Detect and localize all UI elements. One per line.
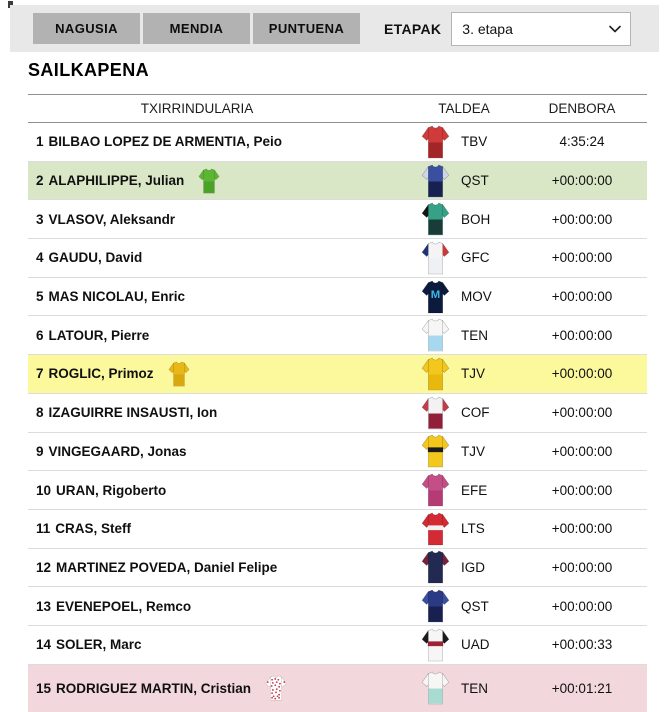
team-jersey-graphic (421, 125, 450, 159)
rider-name: VINGEGAARD, Jonas (48, 443, 187, 459)
team-jersey-graphic (421, 550, 450, 584)
team-jersey-graphic (421, 671, 450, 705)
team-code: BOH (461, 211, 491, 227)
yellow-jersey-icon-graphic (168, 361, 190, 387)
rider-cell (28, 405, 411, 420)
team-code: TEN (461, 680, 488, 696)
rider-name: EVENEPOEL, Remco (56, 598, 192, 614)
rider-cell (28, 289, 411, 304)
table-row (28, 200, 647, 239)
rank: 3 (36, 211, 44, 227)
column-header-rider: TXIRRINDULARIA (140, 101, 254, 116)
table-row (28, 587, 647, 626)
time-value: +00:00:00 (551, 327, 613, 343)
rank: 5 (36, 289, 44, 305)
rider-name: VLASOV, Aleksandr (48, 211, 176, 227)
time-value: +00:00:00 (551, 559, 613, 575)
rider-name: LATOUR, Pierre (48, 327, 150, 343)
team-jersey-graphic (421, 164, 450, 198)
polka-dot-jersey-icon-graphic (265, 675, 287, 701)
table-row (28, 239, 647, 278)
team-code: QST (461, 173, 489, 189)
time-value: +00:00:00 (551, 482, 613, 498)
rank: 2 (36, 173, 44, 189)
team-jersey-icon (411, 473, 459, 507)
rider-name: SOLER, Marc (56, 637, 142, 653)
table-row (28, 394, 647, 433)
team-jersey-icon (411, 164, 459, 198)
table-row (28, 665, 647, 712)
table-row (28, 510, 647, 549)
team-code: TBV (461, 134, 488, 150)
team-jersey-icon (411, 550, 459, 584)
team-jersey-icon (411, 280, 459, 314)
green-jersey-icon (198, 168, 220, 194)
rider-cell (28, 599, 411, 614)
table-row (28, 316, 647, 355)
rider-name: RODRIGUEZ MARTIN, Cristian (56, 680, 252, 696)
rider-name: URAN, Rigoberto (56, 482, 167, 498)
rider-cell (28, 444, 411, 459)
rank: 4 (36, 250, 44, 266)
table-row (28, 162, 647, 201)
rider-name: ROGLIC, Primoz (48, 366, 154, 382)
team-code: IGD (461, 559, 486, 575)
etapak-label: ETAPAK (384, 20, 442, 37)
team-jersey-icon (411, 396, 459, 430)
team-jersey-graphic (421, 241, 450, 275)
rider-cell (28, 328, 411, 343)
rank: 7 (36, 366, 44, 382)
team-jersey-graphic (421, 357, 450, 391)
table-row (28, 549, 647, 588)
table-body (28, 123, 647, 712)
team-jersey-graphic (421, 512, 450, 546)
rank: 11 (36, 521, 51, 537)
team-jersey-icon (411, 318, 459, 352)
team-code: LTS (461, 521, 485, 537)
ranking-table (28, 94, 647, 712)
team-jersey-icon (411, 434, 459, 468)
team-code: COF (461, 405, 490, 421)
table-header-row (28, 94, 647, 123)
time-value: +00:00:00 (551, 366, 613, 382)
team-jersey-icon (411, 202, 459, 236)
table-row (28, 471, 647, 510)
stage-select[interactable] (451, 12, 631, 46)
svg-text:M: M (430, 288, 440, 301)
team-jersey-graphic (421, 202, 450, 236)
time-value: +00:00:00 (551, 521, 613, 537)
team-jersey-icon (411, 512, 459, 546)
team-jersey-icon (411, 589, 459, 623)
team-code: MOV (461, 289, 492, 305)
time-value: +00:01:21 (551, 680, 613, 696)
team-jersey-graphic (421, 434, 450, 468)
time-value: +00:00:00 (551, 443, 613, 459)
tab-mendia[interactable]: MENDIA (143, 13, 250, 44)
time-value: +00:00:33 (551, 637, 613, 653)
time-value: +00:00:00 (551, 173, 613, 189)
team-jersey-icon (411, 125, 459, 159)
green-jersey-icon-graphic (198, 168, 220, 194)
time-value: +00:00:00 (551, 211, 613, 227)
rider-cell (28, 637, 411, 652)
table-row (28, 278, 647, 317)
rider-cell (28, 168, 411, 194)
rank: 15 (36, 680, 52, 696)
polka-dot-jersey-icon (265, 675, 287, 701)
team-code: QST (461, 598, 489, 614)
table-row (28, 433, 647, 472)
rider-cell (28, 483, 411, 498)
rider-name: CRAS, Steff (55, 521, 132, 537)
rider-cell (28, 250, 411, 265)
rank: 10 (36, 482, 52, 498)
team-code: GFC (461, 250, 490, 266)
time-value: 4:35:24 (559, 134, 605, 150)
rider-name: ALAPHILIPPE, Julian (48, 173, 185, 189)
team-jersey-icon (411, 241, 459, 275)
tab-nagusia[interactable]: NAGUSIA (33, 13, 140, 44)
rider-name: IZAGUIRRE INSAUSTI, Ion (48, 405, 218, 421)
team-jersey-graphic (421, 628, 450, 662)
rank: 1 (36, 134, 44, 150)
tab-puntuena[interactable]: PUNTUENA (253, 13, 360, 44)
rider-name: MAS NICOLAU, Enric (48, 289, 186, 305)
team-jersey-graphic (421, 318, 450, 352)
team-jersey-icon (411, 628, 459, 662)
time-value: +00:00:00 (551, 250, 613, 266)
rank: 14 (36, 637, 52, 653)
column-header-time: DENBORA (548, 101, 616, 116)
team-code: TJV (461, 366, 486, 382)
team-code: TEN (461, 327, 488, 343)
time-value: +00:00:00 (551, 405, 613, 421)
team-jersey-icon (411, 357, 459, 391)
rider-name: GAUDU, David (48, 250, 143, 266)
team-jersey-graphic (421, 473, 450, 507)
column-header-team: TALDEA (438, 101, 490, 116)
table-row (28, 355, 647, 394)
yellow-jersey-icon (168, 361, 190, 387)
rank: 12 (36, 559, 52, 575)
rank: 6 (36, 327, 44, 343)
stage-select-wrap (451, 12, 631, 46)
team-jersey-graphic (421, 589, 450, 623)
table-row (28, 626, 647, 665)
team-jersey-icon (411, 671, 459, 705)
rank: 13 (36, 598, 52, 614)
team-jersey-graphic (421, 396, 450, 430)
rider-cell (28, 212, 411, 227)
rider-cell (28, 134, 411, 149)
rider-name: MARTINEZ POVEDA, Daniel Felipe (56, 559, 278, 575)
table-row (28, 123, 647, 162)
toolbar (10, 5, 659, 52)
team-code: TJV (461, 443, 486, 459)
time-value: +00:00:00 (551, 598, 613, 614)
team-jersey-graphic (421, 280, 450, 314)
team-code: UAD (461, 637, 490, 653)
rank: 8 (36, 405, 44, 421)
rank: 9 (36, 443, 44, 459)
page-title: SAILKAPENA (28, 60, 150, 80)
rider-name: BILBAO LOPEZ DE ARMENTIA, Peio (48, 134, 283, 150)
time-value: +00:00:00 (551, 289, 613, 305)
rider-cell (28, 560, 411, 575)
rider-cell (28, 675, 411, 701)
rider-cell (28, 521, 411, 536)
team-code: EFE (461, 482, 488, 498)
rider-cell (28, 361, 411, 387)
